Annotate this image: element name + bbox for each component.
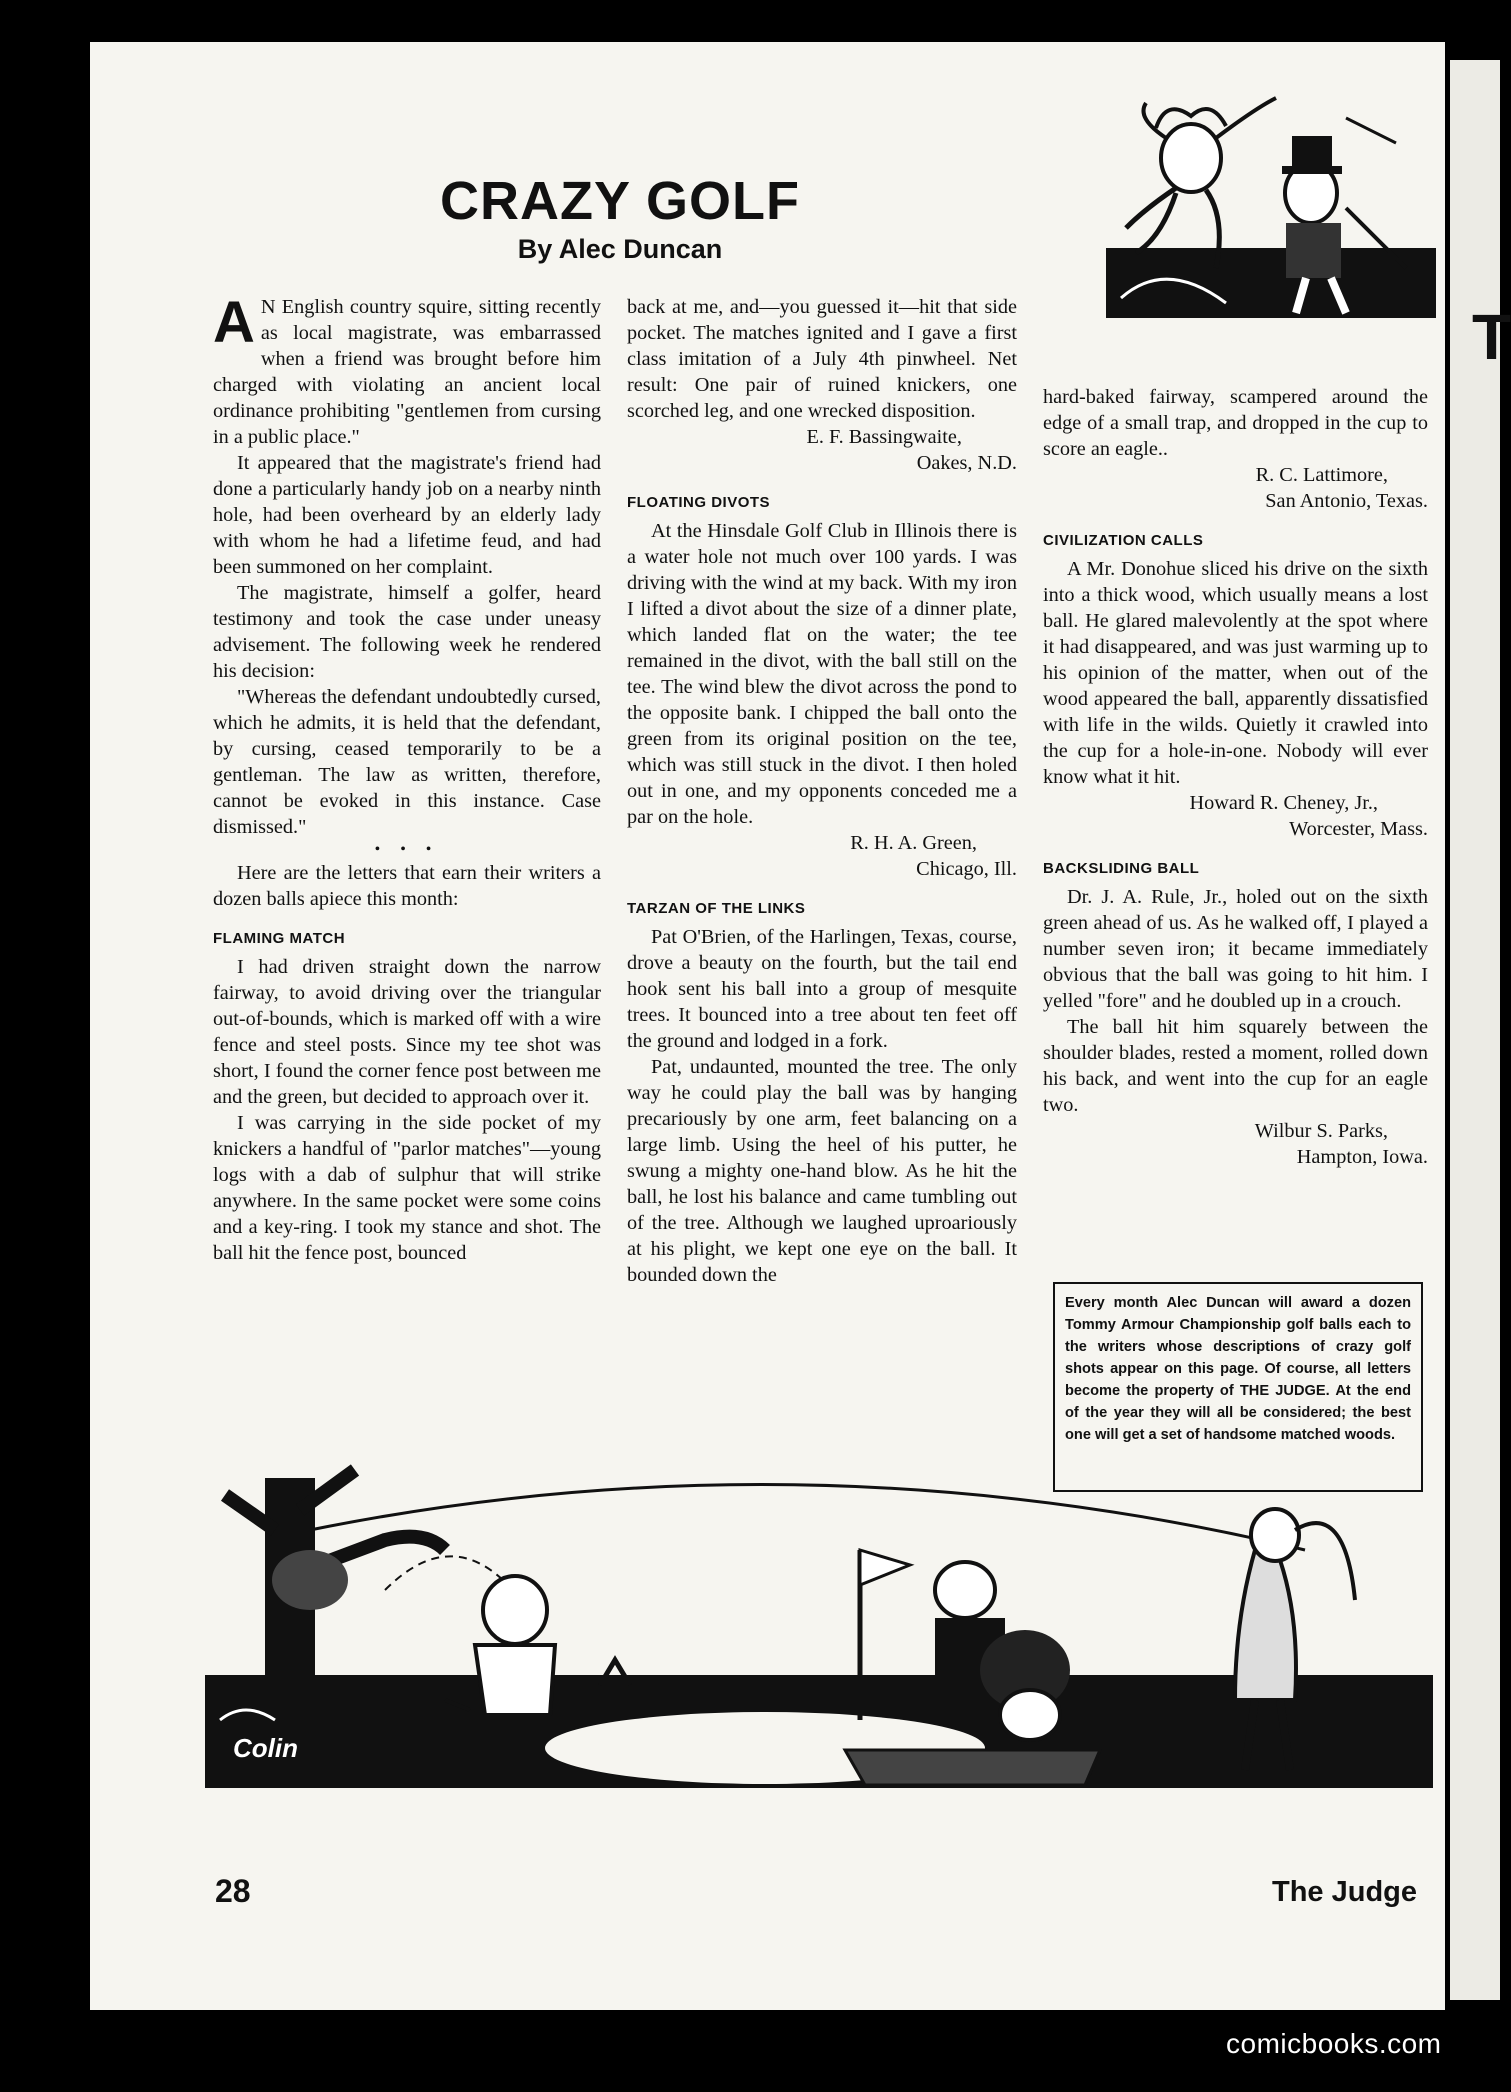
letter-signature-place: Chicago, Ill. [916, 858, 1017, 880]
letter-signature-place: Hampton, Iowa. [1296, 1146, 1428, 1168]
paragraph: Dr. J. A. Rule, Jr., holed out on the sixth green ahead of us. As he walked off, I played a number seven iron; it became immediately obvious that the ball was going to hit him. I yelled "fore" and he doubled up in a crouch. [1043, 886, 1428, 1012]
paragraph: The magistrate, himself a golfer, heard testimony and took the case under uneasy advisement. The following week he rendered his decision: [213, 582, 601, 682]
section-heading: FLAMING MATCH [213, 930, 346, 947]
paragraph: hard-baked fairway, scampered around the edge of a small trap, and dropped in the cup to score an eagle.. [1043, 386, 1428, 460]
letter-signature-name: Howard R. Cheney, Jr., [1189, 792, 1378, 814]
paragraph: I was carrying in the side pocket of my knickers a handful of "parlor matches"—young logs with a dab of sulphur that will strike anywhere. In the same pocket were some coins and a key-ring. I took my stance and shot. The ball hit the fence post, bounced [213, 1112, 601, 1264]
paragraph: I had driven straight down the narrow fairway, to avoid driving over the triangular out-of-bounds, which is marked off with a wire fence and steel posts. Since my tee shot was short, I found the corner fence post between me and the green, but decided to approach over it. [213, 956, 601, 1108]
contest-notice-box: Every month Alec Duncan will award a dozen Tommy Armour Championship golf balls each to the writers whose descriptions of crazy golf shots appear on this page. Of course, all letters become the property of THE JUDGE. At the end of the year they will all be considered; the best one will get a set of handsome matched woods. [1053, 1282, 1423, 1492]
top-golf-cartoon [1106, 98, 1436, 323]
article-title: CRAZY GOLF [440, 171, 800, 231]
source-watermark: comicbooks.com [1226, 2028, 1442, 2059]
letter-signature-name: E. F. Bassingwaite, [806, 426, 962, 448]
paragraph: Pat O'Brien, of the Harlingen, Texas, course, drove a beauty on the fourth, but the tail end hook sent his ball into a group of mesquite trees. It bounced into a tree about ten feet off the ground and lodged in a fork. [627, 926, 1017, 1052]
page-number: 28 [215, 1873, 251, 1909]
adjacent-page-initial: T [1472, 301, 1511, 373]
section-heading: CIVILIZATION CALLS [1043, 532, 1204, 549]
letter-signature-place: San Antonio, Texas. [1265, 490, 1428, 512]
paragraph: Pat, undaunted, mounted the tree. The only way he could play the ball was by hanging precariously by one arm, feet balancing on a large limb. Using the heel of his putter, he swung a mighty one-hand blow. As he hit the ball, he lost his balance and came tumbling out of the tree. Although we laughed uproariously at his plight, we kept one eye on the ball. It bounded down the [627, 1056, 1017, 1286]
column-2 [627, 294, 1017, 1288]
magazine-name: The Judge [1272, 1876, 1418, 1908]
letter-signature-name: Wilbur S. Parks, [1254, 1120, 1388, 1142]
column-3 [1043, 384, 1428, 1170]
column-1 [213, 290, 601, 1266]
letter-signature-name: R. H. A. Green, [850, 832, 977, 854]
section-heading: TARZAN OF THE LINKS [627, 900, 806, 917]
paragraph: back at me, and—you guessed it—hit that side pocket. The matches ignited and I gave a first class imitation of a July 4th pinwheel. Net result: One pair of ruined knickers, one scorched leg, and one wrecked disposition. [627, 296, 1017, 422]
separator-dots: • • • [374, 841, 440, 858]
bottom-golf-cartoon [205, 1470, 1433, 1788]
paragraph: It appeared that the magistrate's friend had done a particularly handy job on a nearby ninth hole, had been overheard by an elderly lady with whom he had a lifetime feud, and had been summoned on her complaint. [213, 452, 601, 578]
paragraph: Here are the letters that earn their writers a dozen balls apiece this month: [213, 862, 601, 910]
article-byline: By Alec Duncan [517, 234, 723, 264]
paragraph: A N English country squire, sitting recently as local magistrate, was embarrassed when a friend was brought before him charged with violating an ancient local ordinance prohibiting "gentlemen from cursing in a public place." [213, 290, 601, 448]
adjacent-page-edge [1450, 60, 1511, 2000]
paragraph: At the Hinsdale Golf Club in Illinois there is a water hole not much over 100 yards. I was driving with the wind at my back. With my iron I lifted a divot about the size of a dinner plate, which landed flat on the water; the tee remained in the divot, with the ball still on the tee. The wind blew the divot across the pond to the opposite bank. I chipped the ball onto the green from its original position on the tee, which was still stuck in the divot. I then holed out in one, and my opponents conceded me a par on the hole. [627, 520, 1017, 828]
section-heading: FLOATING DIVOTS [627, 494, 771, 511]
section-heading: BACKSLIDING BALL [1043, 860, 1200, 877]
paragraph: "Whereas the defendant undoubtedly cursed, which he admits, it is held that the defendant, by cursing, ceased temporarily to be a gentleman. The law as written, therefore, cannot be evoked in this instance. Case dismissed." [213, 686, 601, 838]
paragraph: A Mr. Donohue sliced his drive on the sixth into a thick wood, which usually means a lost ball. He glared malevolently at the spot where it had disappeared, and was just warming up to his opinion of the matter, when out of the wood appeared the ball, apparently dissatisfied with life in the wilds. Quietly it crawled into the cup for a hole-in-one. Nobody will ever know what it hit. [1043, 558, 1428, 788]
letter-signature-place: Worcester, Mass. [1289, 818, 1428, 840]
cartoonist-signature: Colin [233, 1733, 298, 1763]
paragraph: The ball hit him squarely between the shoulder blades, rested a moment, rolled down his back, and went into the cup for an eagle two. [1043, 1016, 1428, 1116]
letter-signature-name: R. C. Lattimore, [1255, 464, 1388, 486]
drop-cap: A [213, 290, 255, 355]
letter-signature-place: Oakes, N.D. [916, 452, 1017, 474]
